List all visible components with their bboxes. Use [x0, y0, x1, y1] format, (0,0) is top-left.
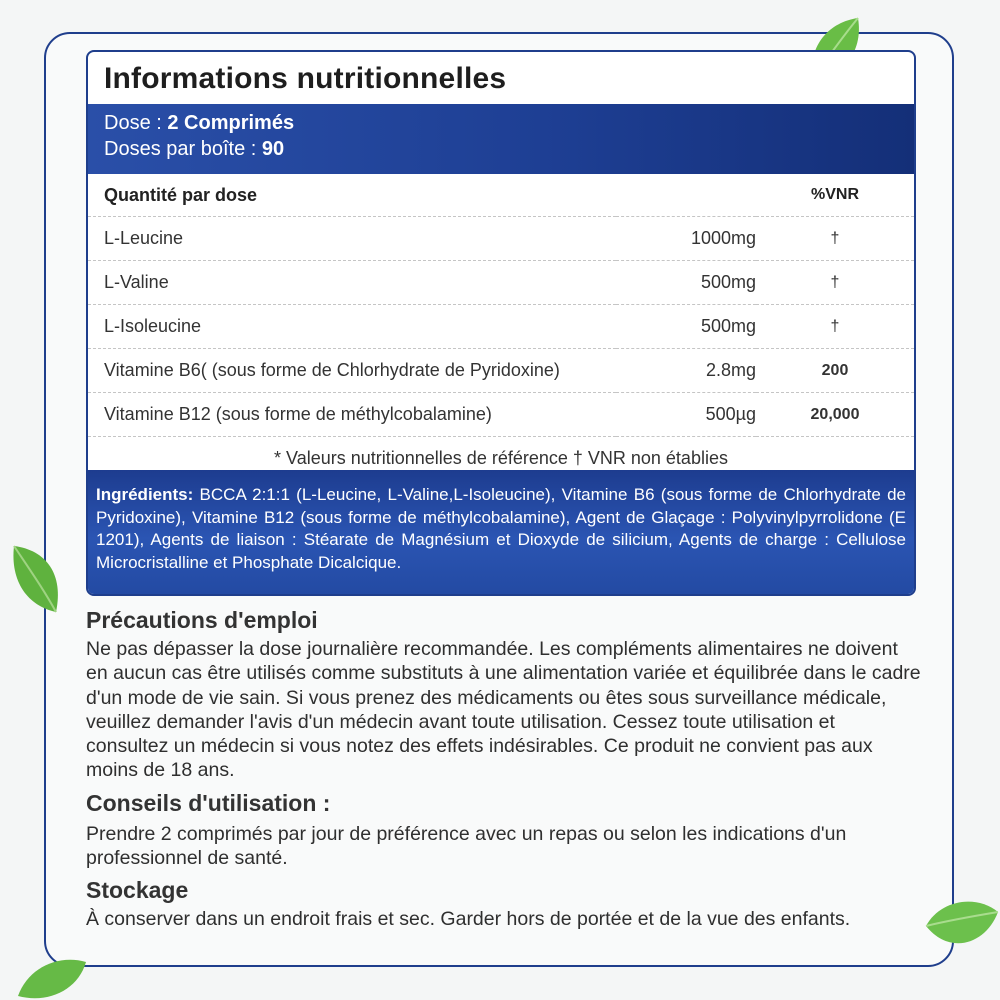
dose-line [104, 110, 914, 136]
usage-text: Prendre 2 comprimés par jour de préférence avec un repas ou selon les indications d'un professionnel de santé. [86, 823, 847, 870]
usage-section [86, 789, 922, 871]
leaf-icon [14, 950, 88, 1000]
table-row [88, 261, 914, 305]
nutrient-amount: 1000mg [616, 217, 756, 261]
precautions-text: Ne pas dépasser la dose journalière recommandée. Les compléments alimentaires ne doivent en aucun cas être utilisés comme substituts à une alimentation variée et équilibrée dans le cadre d'un mode de vie sain. Si vous prenez des médicaments ou êtes sous surveillance médicale, veuillez demander l'avis d'un médecin avant toute utilisation. Cessez toute utilisation et consultez un médecin si vous notez des effets indésirables. Ce produit ne convient pas aux moins de 18 ans. [86, 638, 921, 782]
nutrient-vnr: 20,000 [756, 393, 914, 437]
header-name: Quantité par dose [88, 174, 616, 217]
precautions-title: Précautions d'emploi [86, 607, 318, 633]
nutrient-amount: 2.8mg [616, 349, 756, 393]
table-row [88, 217, 914, 261]
nutrient-amount: 500mg [616, 305, 756, 349]
nutrition-table [88, 174, 914, 437]
footnote: * Valeurs nutritionnelles de référence † VNR non établies [274, 448, 728, 468]
leaf-icon [6, 540, 68, 620]
nutrient-name: L-Isoleucine [88, 305, 616, 349]
storage-section [86, 876, 922, 931]
table-header-row [88, 174, 914, 217]
nutrient-amount: 500µg [616, 393, 756, 437]
precautions-section [86, 606, 922, 783]
nutrient-name: Vitamine B6( (sous forme de Chlorhydrate de Pyridoxine) [88, 349, 616, 393]
nutrient-vnr: 200 [756, 349, 914, 393]
nutrition-panel [86, 50, 916, 596]
nutrient-name: Vitamine B12 (sous forme de méthylcobalamine) [88, 393, 616, 437]
table-row [88, 349, 914, 393]
table-row [88, 393, 914, 437]
dose-band [88, 104, 914, 174]
header-vnr: %VNR [756, 174, 914, 217]
ingredients-block [88, 470, 914, 594]
leaf-icon [920, 892, 1000, 964]
doses-box-value: 90 [261, 138, 285, 160]
nutrient-vnr: † [756, 305, 914, 349]
dose-label: Dose : [104, 112, 168, 134]
storage-title: Stockage [86, 877, 189, 903]
nutrient-vnr: † [756, 217, 914, 261]
nutrient-amount: 500mg [616, 261, 756, 305]
nutrient-name: L-Valine [88, 261, 616, 305]
header-amount [616, 174, 756, 217]
usage-title: Conseils d'utilisation : [86, 790, 331, 816]
doses-box-label: Doses par boîte : [104, 138, 262, 160]
ingredients-text: BCCA 2:1:1 (L-Leucine, L-Valine,L-Isoleucine), Vitamine B6 (sous forme de Chlorhydrate de Pyridoxine), Vitamine B12 (sous forme de méthylcobalamine), Agent de Glaçage : Polyvinylpyrrolidone (E 1201), Agents de liaison : Stéarate de Magnésium et Dioxyde de silicium, Agents de charge : Cellulose Microcristalline et Phosphate Dicalcique. [96, 485, 906, 572]
table-row [88, 305, 914, 349]
doses-box-line [104, 136, 914, 162]
nutrient-vnr: † [756, 261, 914, 305]
panel-title: Informations nutritionnelles [104, 62, 507, 95]
nutrient-name: L-Leucine [88, 217, 616, 261]
dose-value: 2 Comprimés [167, 112, 295, 134]
ingredients-label: Ingrédients: [96, 485, 194, 504]
storage-text: À conserver dans un endroit frais et sec. Garder hors de portée et de la vue des enfants. [86, 908, 851, 930]
